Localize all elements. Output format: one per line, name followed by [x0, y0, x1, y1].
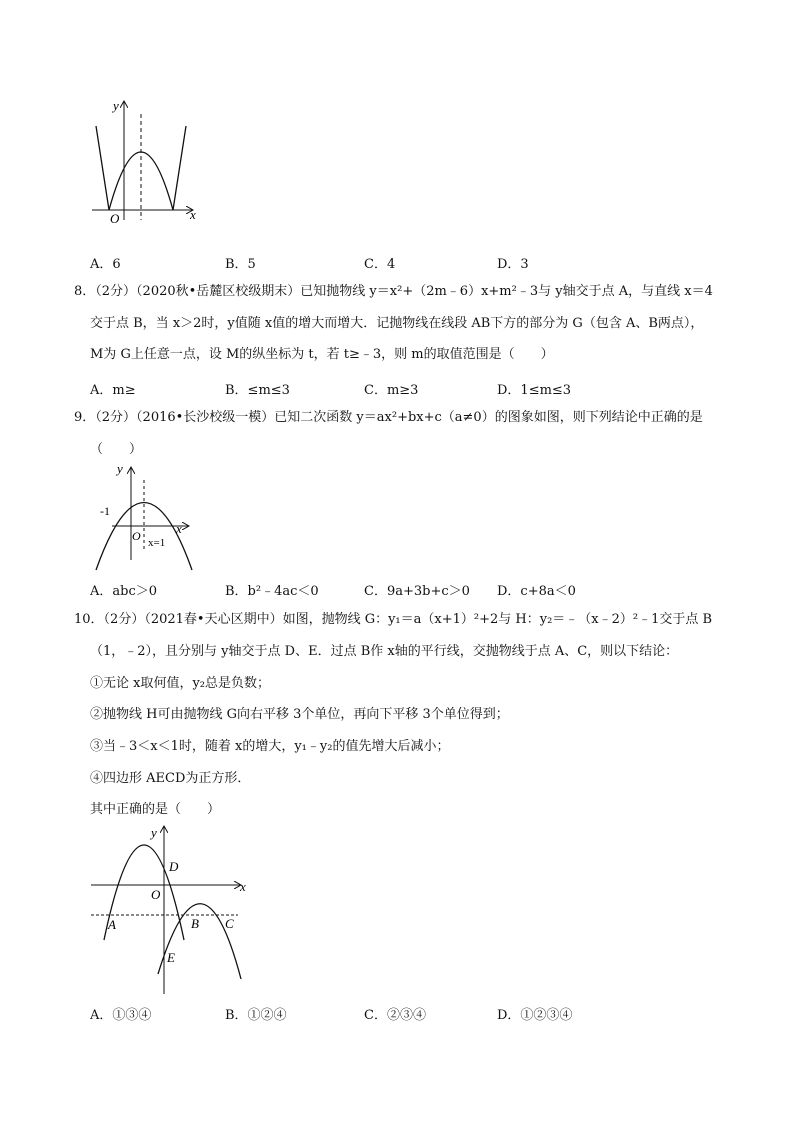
- q10-statement-2: ②抛物线 H可由抛物线 G向右平移 3个单位，再向下平移 3个单位得到；: [90, 707, 509, 722]
- q8-option-a[interactable]: A．m≥: [90, 383, 136, 398]
- point-d-label: D: [169, 859, 179, 874]
- q7-option-d[interactable]: D．3: [497, 257, 529, 272]
- q10-option-a[interactable]: A．①③④: [90, 1008, 152, 1023]
- q10-option-d[interactable]: D．①②③④: [497, 1008, 573, 1023]
- y-label: y: [117, 461, 123, 476]
- x-label: x: [176, 521, 182, 536]
- point-e-label: E: [167, 950, 175, 965]
- q10-option-c[interactable]: C．②③④: [364, 1008, 426, 1023]
- q9-stem-line2: （ ）: [90, 442, 143, 457]
- q9-option-d[interactable]: D．c+8a＜0: [497, 584, 576, 599]
- x-label: x: [240, 879, 246, 894]
- q10-graph: [88, 822, 253, 997]
- q8-stem-line3: M为 G上任意一点，设 M的纵坐标为 t，若 t≥﹣3，则 m的取值范围是（ ）: [90, 347, 554, 362]
- y-label: y: [151, 825, 157, 840]
- q7-option-c[interactable]: C．4: [364, 257, 396, 272]
- neg-one-label: -1: [100, 504, 110, 518]
- q10-question: 其中正确的是（ ）: [90, 802, 221, 817]
- axis-label: x=1: [148, 537, 166, 549]
- q10-stem-line2: （1，﹣2），且分别与 y轴交于点 D、E．过点 B作 x轴的平行线，交抛物线于点 A、C，则以下结论：: [90, 644, 679, 659]
- q10-option-b[interactable]: B．①②④: [225, 1008, 287, 1023]
- q10-stem-line1: 10．（2分）（2021春•天心区期中）如图，抛物线 G：y₁＝a（x+1）²+2与 H：y₂＝﹣（x﹣2）²﹣1交于点 B: [74, 612, 713, 627]
- point-b-label: B: [191, 916, 199, 931]
- q9-graph: [92, 460, 197, 573]
- q7-graph: [86, 98, 206, 223]
- origin-label: O: [110, 211, 120, 223]
- q8-stem-line1: 8．（2分）（2020秋•岳麓区校级期末）已知抛物线 y＝x²+（2m﹣6）x+m²﹣3与 y轴交于点 A，与直线 x＝4: [74, 284, 713, 299]
- y-label: y: [113, 98, 119, 113]
- q8-option-c[interactable]: C．m≥3: [364, 383, 419, 398]
- q9-option-b[interactable]: B．b²﹣4ac＜0: [225, 584, 319, 599]
- q8-stem-line2: 交于点 B，当 x＞2时，y值随 x值的增大而增大．记抛物线在线段 AB下方的部分为 G（包含 A、B两点），: [90, 316, 704, 331]
- q7-option-b[interactable]: B．5: [225, 257, 256, 272]
- point-c-label: C: [225, 916, 234, 931]
- q9-option-a[interactable]: A．abc＞0: [90, 584, 158, 599]
- point-a-label: A: [108, 917, 116, 932]
- q7-option-a[interactable]: A．6: [90, 257, 121, 272]
- q9-stem-line1: 9．（2分）（2016•长沙校级一模）已知二次函数 y＝ax²+bx+c（a≠0）的图象如图，则下列结论中正确的是: [74, 410, 703, 425]
- q8-option-b[interactable]: B．≤m≤3: [225, 383, 290, 398]
- origin-label: O: [132, 529, 141, 543]
- origin-label: O: [151, 887, 161, 902]
- x-label: x: [190, 207, 196, 222]
- q10-statement-3: ③当﹣3＜x＜1时，随着 x的增大，y₁﹣y₂的值先增大后减小；: [90, 739, 450, 754]
- q10-statement-1: ①无论 x取何值，y₂总是负数；: [90, 676, 271, 691]
- q8-option-d[interactable]: D．1≤m≤3: [497, 383, 572, 398]
- q9-option-c[interactable]: C．9a+3b+c＞0: [364, 584, 470, 599]
- q10-statement-4: ④四边形 AECD为正方形．: [90, 771, 251, 786]
